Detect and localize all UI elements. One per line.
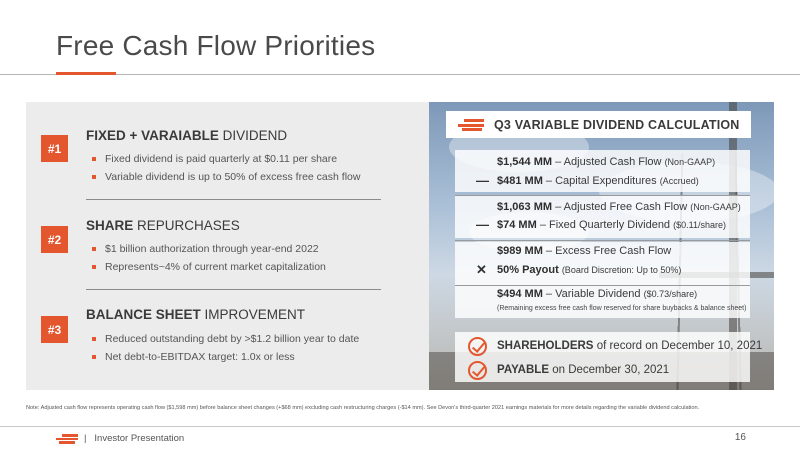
multiply-icon: ✕ bbox=[476, 262, 487, 277]
calc-line-capex: $481 MM – Capital Expenditures (Accrued) bbox=[497, 175, 699, 187]
page-number: 16 bbox=[734, 432, 746, 443]
calc-separator bbox=[455, 240, 750, 241]
section-divider bbox=[86, 289, 381, 290]
devon-logo-icon bbox=[56, 434, 78, 444]
title-accent-bar bbox=[56, 72, 116, 75]
calc-fine-print: (Remaining excess free cash flow reserved for share buybacks & balance sheet) bbox=[497, 305, 747, 312]
title-divider bbox=[0, 74, 800, 75]
devon-logo-icon bbox=[458, 119, 484, 131]
payable-date: PAYABLE on December 30, 2021 bbox=[497, 364, 670, 376]
priority-bullets-3 bbox=[92, 330, 359, 366]
calc-line-excess-fcf: $989 MM – Excess Free Cash Flow bbox=[497, 245, 672, 257]
priority-heading-2: SHARE REPURCHASES bbox=[86, 218, 240, 233]
priority-heading-1: FIXED + VARAIABLE DIVIDEND bbox=[86, 128, 288, 143]
list-item: Fixed dividend is paid quarterly at $0.11 per share bbox=[92, 150, 360, 168]
section-divider bbox=[86, 199, 381, 200]
calculation-header bbox=[446, 111, 751, 138]
footer-label: | Investor Presentation bbox=[84, 433, 185, 444]
calculation-title: Q3 VARIABLE DIVIDEND CALCULATION bbox=[494, 118, 740, 132]
list-item: Reduced outstanding debt by >$1.2 billion year to date bbox=[92, 330, 359, 348]
priority-badge-1: #1 bbox=[41, 135, 68, 162]
checkmark-icon bbox=[468, 337, 487, 356]
priority-badge-3: #3 bbox=[41, 316, 68, 343]
calc-separator bbox=[455, 285, 750, 286]
calc-line-variable-dividend: $494 MM – Variable Dividend ($0.73/share) bbox=[497, 288, 698, 300]
list-item: Variable dividend is up to 50% of excess free cash flow bbox=[92, 168, 360, 186]
record-date: SHAREHOLDERS of record on December 10, 2021 bbox=[497, 340, 763, 352]
calc-separator bbox=[455, 195, 750, 196]
calc-line-adjusted-fcf: $1,063 MM – Adjusted Free Cash Flow (Non-GAAP) bbox=[497, 201, 741, 213]
list-item: Net debt-to-EBITDAX target: 1.0x or less bbox=[92, 348, 359, 366]
calc-line-payout: 50% Payout (Board Discretion: Up to 50%) bbox=[497, 264, 682, 276]
calc-line-adjusted-cash-flow: $1,544 MM – Adjusted Cash Flow (Non-GAAP) bbox=[497, 156, 716, 168]
list-item: Represents~4% of current market capitalization bbox=[92, 258, 326, 276]
priority-heading-3: BALANCE SHEET IMPROVEMENT bbox=[86, 307, 306, 322]
footnote: Note: Adjusted cash flow represents operating cash flow ($1,598 mm) before balance sheet changes (+$68 mm) excluding cash restructuring charges (-$14 mm). See Devon's third-quarter 2021 earnings materials for more details regarding the variable dividend calculation. bbox=[26, 405, 700, 411]
calc-line-fixed-dividend: $74 MM – Fixed Quarterly Dividend ($0.11/share) bbox=[497, 219, 726, 231]
priority-bullets-2 bbox=[92, 240, 326, 276]
priority-bullets-1 bbox=[92, 150, 360, 186]
checkmark-icon bbox=[468, 361, 487, 380]
slide-title: Free Cash Flow Priorities bbox=[56, 30, 376, 61]
minus-icon: — bbox=[476, 173, 489, 188]
list-item: $1 billion authorization through year-end 2022 bbox=[92, 240, 326, 258]
footer-divider bbox=[0, 426, 800, 427]
priority-badge-2: #2 bbox=[41, 226, 68, 253]
minus-icon: — bbox=[476, 217, 489, 232]
